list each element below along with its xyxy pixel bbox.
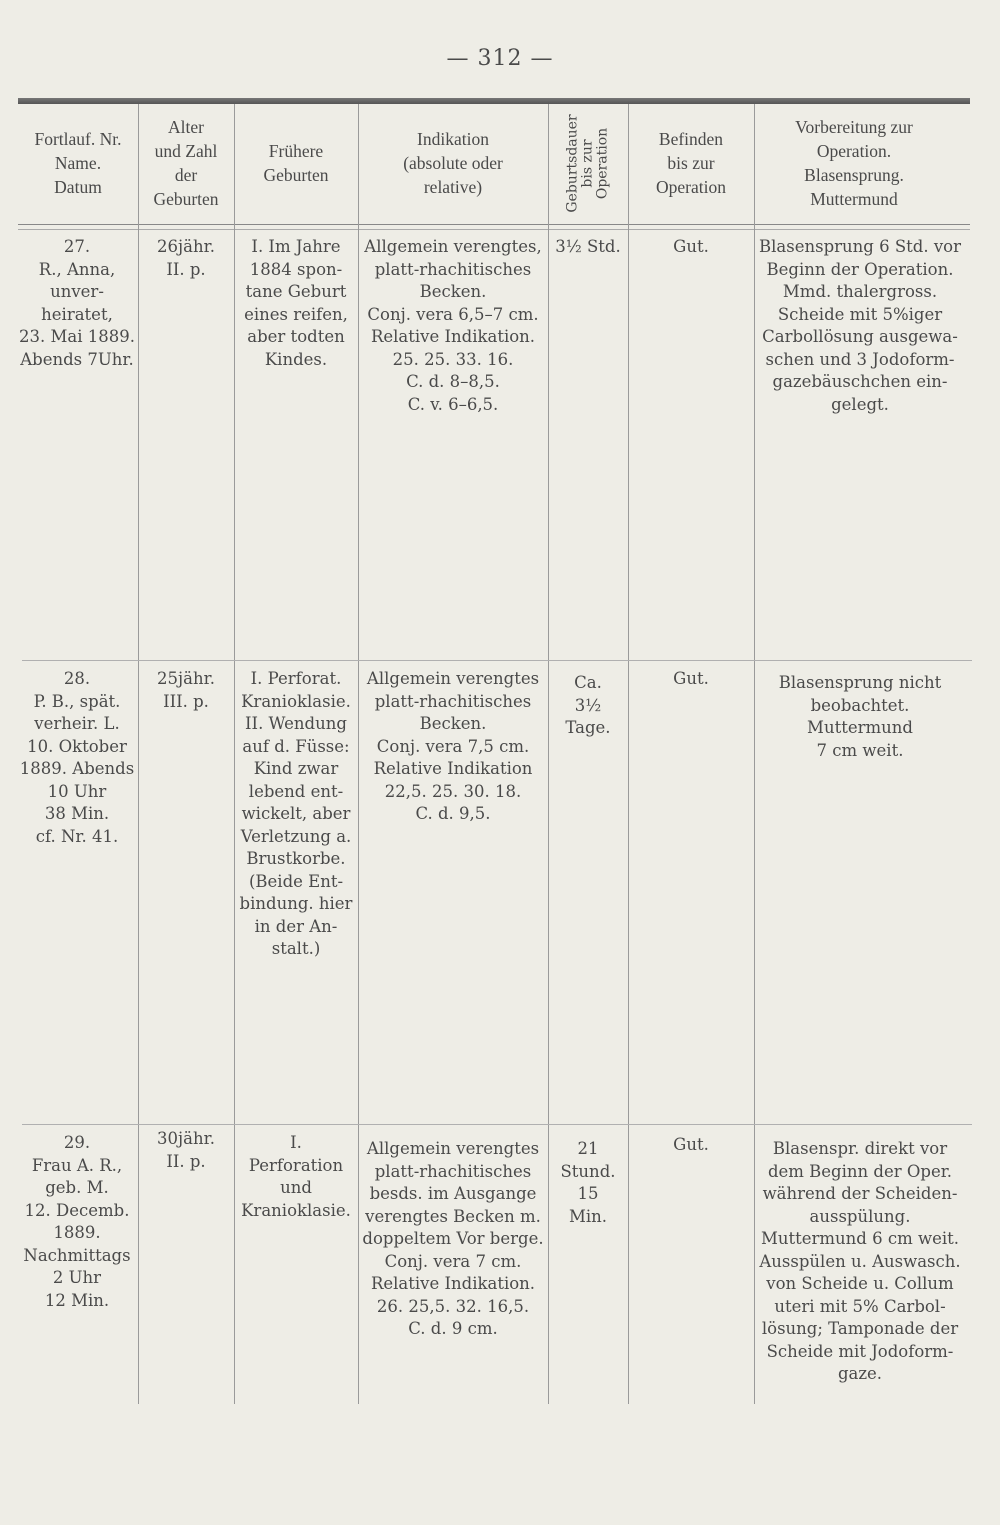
header-befinden: Befinden bis zur Operation (656, 129, 726, 197)
header-bottom-rule (18, 224, 970, 225)
row27-dauer: 3½ Std. (555, 237, 621, 256)
header-nr-name-datum: Fortlauf. Nr. Name. Datum (34, 129, 122, 197)
row28-dauer: Ca. 3½ Tage. (565, 673, 611, 737)
row28-fruehere: I. Perforat. Kranioklasie. II. Wendung auf d. Füsse: Kind zwar lebend ent- wickelt, aber Verletzung a. Brustkorbe. (Beide Ent- bindung. hier in der An- stalt.) (239, 669, 353, 958)
row28-vorbereitung: Blasensprung nicht beobachtet. Muttermund 7 cm weit. (778, 673, 942, 760)
row29-befinden: Gut. (673, 1135, 709, 1154)
header-fruehere-geburten: Frühere Geburten (263, 141, 329, 185)
row29-nr-name-datum: 29. Frau A. R., geb. M. 12. Decemb. 1889. Nachmittags 2 Uhr 12 Min. (23, 1133, 131, 1310)
row27-alter: 26jähr. II. p. (157, 237, 215, 279)
row29-dauer: 21 Stund. 15 Min. (560, 1139, 616, 1226)
header-bottom-rule-thin (18, 229, 970, 230)
row-separator (22, 660, 972, 661)
header-vorbereitung: Vorbereitung zur Operation. Blasensprung. Muttermund (795, 117, 913, 209)
row27-nr-name-datum: 27. R., Anna, unver- heiratet, 23. Mai 1889. Abends 7Uhr. (19, 237, 135, 369)
row27-befinden: Gut. (673, 237, 709, 256)
row-separator (22, 1124, 972, 1125)
row27-indikation: Allgemein verengtes, platt-rhachitisches Becken. Conj. vera 6,5–7 cm. Relative Indikation. 25. 25. 33. 16. C. d. 8–8,5. C. v. 6–6,5. (364, 237, 542, 414)
row28-befinden: Gut. (673, 669, 709, 688)
row27-fruehere: I. Im Jahre 1884 spon- tane Geburt eines reifen, aber todten Kindes. (244, 237, 348, 369)
header-geburtsdauer-text: Geburtsdauer bis zur Operation (564, 113, 611, 213)
row29-vorbereitung: Blasenspr. direkt vor dem Beginn der Oper. während der Scheiden- ausspülung. Muttermund 6 cm weit. Ausspülen u. Auswasch. von Scheide u. Collum uteri mit 5% Carbol- lösung; Tamponade der Scheide mit Jodoform- gaze. (759, 1139, 961, 1383)
row28-alter: 25jähr. III. p. (157, 669, 215, 711)
header-alter: Alter und Zahl der Geburten (153, 117, 219, 209)
row29-fruehere: I. Perforation und Kranioklasie. (241, 1133, 351, 1220)
page-number: — 312 — (446, 46, 554, 71)
column-divider (628, 104, 629, 1404)
row29-indikation: Allgemein verengtes platt-rhachitisches besds. im Ausgange verengtes Becken m. doppeltem Vor berge. Conj. vera 7 cm. Relative Indikation. 26. 25,5. 32. 16,5. C. d. 9 cm. (362, 1139, 544, 1338)
row27-vorbereitung: Blasensprung 6 Std. vor Beginn der Operation. Mmd. thalergross. Scheide mit 5%iger Carbollösung ausgewa- schen und 3 Jodoform- gazebäuschchen ein- gelegt. (759, 237, 961, 414)
header-geburtsdauer (548, 104, 628, 222)
header-indikation: Indikation (absolute oder relative) (403, 129, 503, 197)
row28-nr-name-datum: 28. P. B., spät. verheir. L. 10. Oktober 1889. Abends 10 Uhr 38 Min. cf. Nr. 41. (19, 669, 135, 846)
row29-alter: 30jähr. II. p. (157, 1129, 215, 1171)
row28-indikation: Allgemein verengtes platt-rhachitisches Becken. Conj. vera 7,5 cm. Relative Indikation 22,5. 25. 30. 18. C. d. 9,5. (366, 669, 540, 823)
